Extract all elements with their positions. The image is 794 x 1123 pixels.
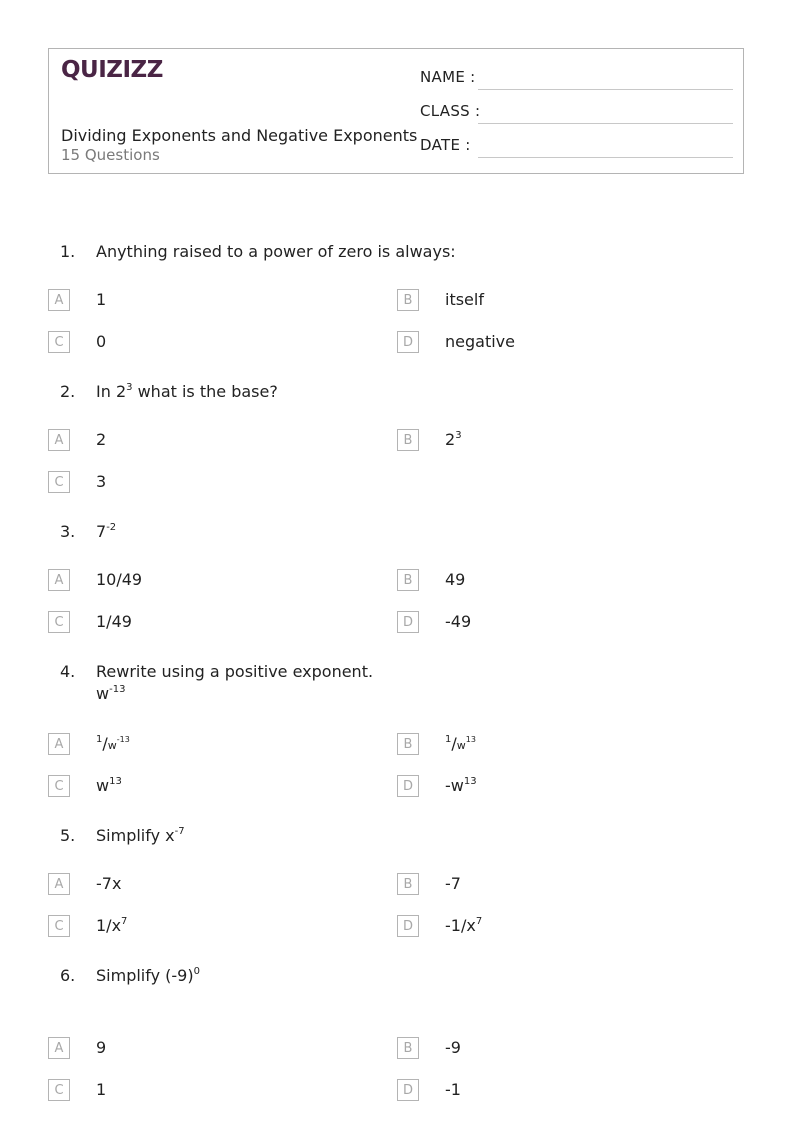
option-text: negative — [445, 332, 515, 351]
option-text: -49 — [445, 612, 472, 631]
option-letter-box[interactable]: B — [397, 1037, 419, 1059]
superscript: 0 — [193, 966, 200, 977]
option-text: -1 — [445, 1080, 461, 1099]
option-letter-box[interactable]: A — [48, 289, 70, 311]
option-text: 9 — [96, 1038, 107, 1057]
question-text — [96, 522, 116, 541]
option-letter-box[interactable]: A — [48, 569, 70, 591]
base: 7 — [96, 522, 107, 541]
option-letter-box[interactable]: C — [48, 611, 70, 633]
option-text: 0 — [96, 332, 107, 351]
option-letter-box[interactable]: B — [397, 569, 419, 591]
denominator-exponent: 13 — [465, 735, 476, 744]
denominator-exponent: -13 — [116, 735, 130, 744]
option-text: 1 — [96, 1080, 107, 1099]
option-letter-box[interactable]: B — [397, 733, 419, 755]
superscript: -7 — [174, 826, 185, 837]
option-letter-box[interactable]: A — [48, 429, 70, 451]
worksheet-header — [48, 48, 744, 174]
option-letter-box[interactable]: B — [397, 873, 419, 895]
base: -w — [445, 776, 464, 795]
numerator: 1 — [96, 734, 103, 745]
option-letter-box[interactable]: D — [397, 611, 419, 633]
base: 2 — [445, 430, 456, 449]
option-text — [96, 916, 127, 935]
option-letter-box[interactable]: D — [397, 1079, 419, 1101]
option-letter-box[interactable]: B — [397, 429, 419, 451]
option-text — [96, 776, 122, 795]
base: 1/x — [96, 916, 122, 935]
option-letter-box[interactable]: C — [48, 775, 70, 797]
option-text — [96, 734, 130, 753]
option-text — [445, 916, 482, 935]
superscript: 3 — [126, 382, 133, 393]
option-letter-box[interactable]: C — [48, 331, 70, 353]
slash: / — [102, 734, 108, 753]
question-text: Rewrite using a positive exponent. — [96, 662, 374, 681]
option-letter-box[interactable]: C — [48, 1079, 70, 1101]
question-number: 4. — [60, 662, 76, 681]
denominator: w — [107, 739, 117, 752]
option-letter-box[interactable]: A — [48, 733, 70, 755]
option-text: 2 — [96, 430, 107, 449]
question-text — [96, 966, 200, 985]
superscript: -13 — [109, 684, 126, 695]
option-text: -7 — [445, 874, 461, 893]
text-pre: Simplify x — [96, 826, 175, 845]
base: -1/x — [445, 916, 476, 935]
superscript: 13 — [463, 776, 477, 787]
option-text — [445, 430, 462, 449]
superscript: 7 — [475, 916, 483, 927]
base: w — [96, 776, 110, 795]
question-number: 2. — [60, 382, 76, 401]
name-field[interactable] — [420, 68, 733, 90]
slash: / — [451, 734, 457, 753]
option-letter-box[interactable]: D — [397, 331, 419, 353]
base: w — [96, 684, 110, 703]
date-line[interactable] — [478, 157, 733, 158]
question-text — [96, 826, 185, 845]
date-field[interactable] — [420, 136, 733, 158]
class-field[interactable] — [420, 102, 733, 124]
denominator: w — [456, 739, 466, 752]
option-text: 3 — [96, 472, 107, 491]
superscript: -2 — [106, 522, 117, 533]
option-text: 1 — [96, 290, 107, 309]
class-label: CLASS : — [420, 102, 481, 120]
option-text: 49 — [445, 570, 466, 589]
option-letter-box[interactable]: D — [397, 915, 419, 937]
superscript: 7 — [121, 916, 128, 927]
question-number: 5. — [60, 826, 76, 845]
option-text: 10/49 — [96, 570, 143, 589]
option-letter-box[interactable]: A — [48, 1037, 70, 1059]
option-letter-box[interactable]: C — [48, 915, 70, 937]
option-text — [445, 734, 476, 753]
option-letter-box[interactable]: B — [397, 289, 419, 311]
question-count: 15 Questions — [61, 146, 160, 164]
text-pre: In 2 — [96, 382, 127, 401]
question-number: 6. — [60, 966, 76, 985]
option-text: itself — [445, 290, 484, 309]
numerator: 1 — [445, 734, 452, 745]
question-expression — [96, 684, 125, 703]
question-4 — [0, 662, 794, 710]
option-letter-box[interactable]: A — [48, 873, 70, 895]
question-text: Anything raised to a power of zero is always: — [96, 242, 456, 261]
name-label: NAME : — [420, 68, 476, 86]
name-line[interactable] — [478, 89, 733, 90]
option-letter-box[interactable]: D — [397, 775, 419, 797]
option-text: -9 — [445, 1038, 461, 1057]
option-text: 1/49 — [96, 612, 132, 631]
worksheet-title: Dividing Exponents and Negative Exponents — [61, 126, 418, 145]
date-label: DATE : — [420, 136, 471, 154]
superscript: 13 — [109, 776, 122, 787]
question-number: 1. — [60, 242, 76, 261]
question-text — [96, 382, 278, 401]
question-number: 3. — [60, 522, 76, 541]
option-text: -7x — [96, 874, 122, 893]
class-line[interactable] — [478, 123, 733, 124]
quizizz-logo: QUIZIZZ — [61, 57, 163, 83]
superscript: 3 — [455, 430, 462, 441]
option-text — [445, 776, 477, 795]
text-pre: Simplify (-9) — [96, 966, 194, 985]
option-letter-box[interactable]: C — [48, 471, 70, 493]
text-post: what is the base? — [132, 382, 278, 401]
